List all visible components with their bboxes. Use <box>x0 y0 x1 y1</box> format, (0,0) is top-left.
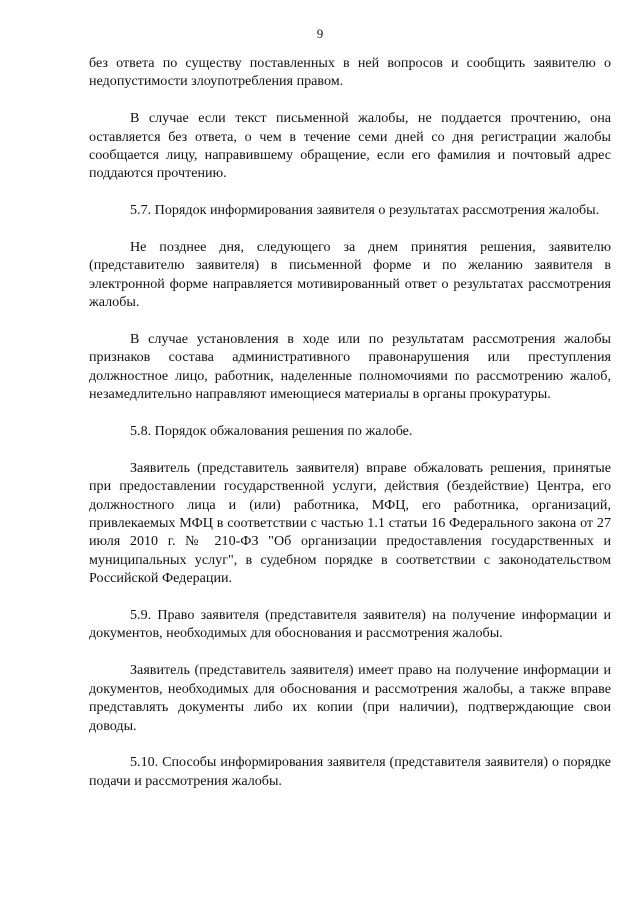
section-5-7-heading: 5.7. Порядок информирования заявителя о результатах рассмотрения жалобы. <box>130 202 600 219</box>
paragraph-right-to-information: Заявитель (представитель заявителя) имеет право на получение информации и документов, необходимых для обоснования и рассмотрения жалобы, а также вправе представлять документы либо их копии (при наличии), подтверждающие свои доводы. <box>89 662 611 734</box>
paragraph-unreadable-complaint: В случае если текст письменной жалобы, не поддается прочтению, она оставляется без ответа, о чем в течение семи дней со дня регистрации жалобы сообщается лицу, направившему обращение, если его фамилия и почтовый адрес поддаются прочтению. <box>89 110 611 182</box>
page-number: 9 <box>316 26 324 41</box>
section-5-9-heading: 5.9. Право заявителя (представителя заявителя) на получение информации и документов, необходимых для обоснования и рассмотрения жалобы. <box>89 607 611 642</box>
paragraph-continuation: без ответа по существу поставленных в ней вопросов и сообщить заявителю о недопустимости злоупотребления правом. <box>89 55 611 90</box>
paragraph-response-deadline: Не позднее дня, следующего за днем принятия решения, заявителю (представителю заявителя) в письменной форме и по желанию заявителя в электронной форме направляется мотивированный ответ о результатах рассмотрения жалобы. <box>89 239 611 311</box>
paragraph-offense-detection: В случае установления в ходе или по результатам рассмотрения жалобы признаков состава административного правонарушения или преступления должностное лицо, работник, наделенные полномочиями по рассмотрению жалоб, незамедлительно направляют имеющиеся материалы в органы прокуратуры. <box>89 331 611 403</box>
section-5-10-heading: 5.10. Способы информирования заявителя (представителя заявителя) о порядке подачи и рассмотрения жалобы. <box>89 754 611 789</box>
section-5-8-heading: 5.8. Порядок обжалования решения по жалобе. <box>130 423 413 440</box>
paragraph-judicial-appeal: Заявитель (представитель заявителя) вправе обжаловать решения, принятые при предоставлении государственной услуги, действия (бездействие) Центра, его должностного лица и (или) работника, МФЦ, его работника, организаций, привлекаемых МФЦ в соответствии с частью 1.1 статьи 16 Федерального закона от 27 июля 2010 г. № 210-ФЗ "Об организации предоставления государственных и муниципальных услуг", в судебном порядке в соответствии с законодательством Российской Федерации. <box>89 459 611 587</box>
page-body <box>89 54 611 790</box>
